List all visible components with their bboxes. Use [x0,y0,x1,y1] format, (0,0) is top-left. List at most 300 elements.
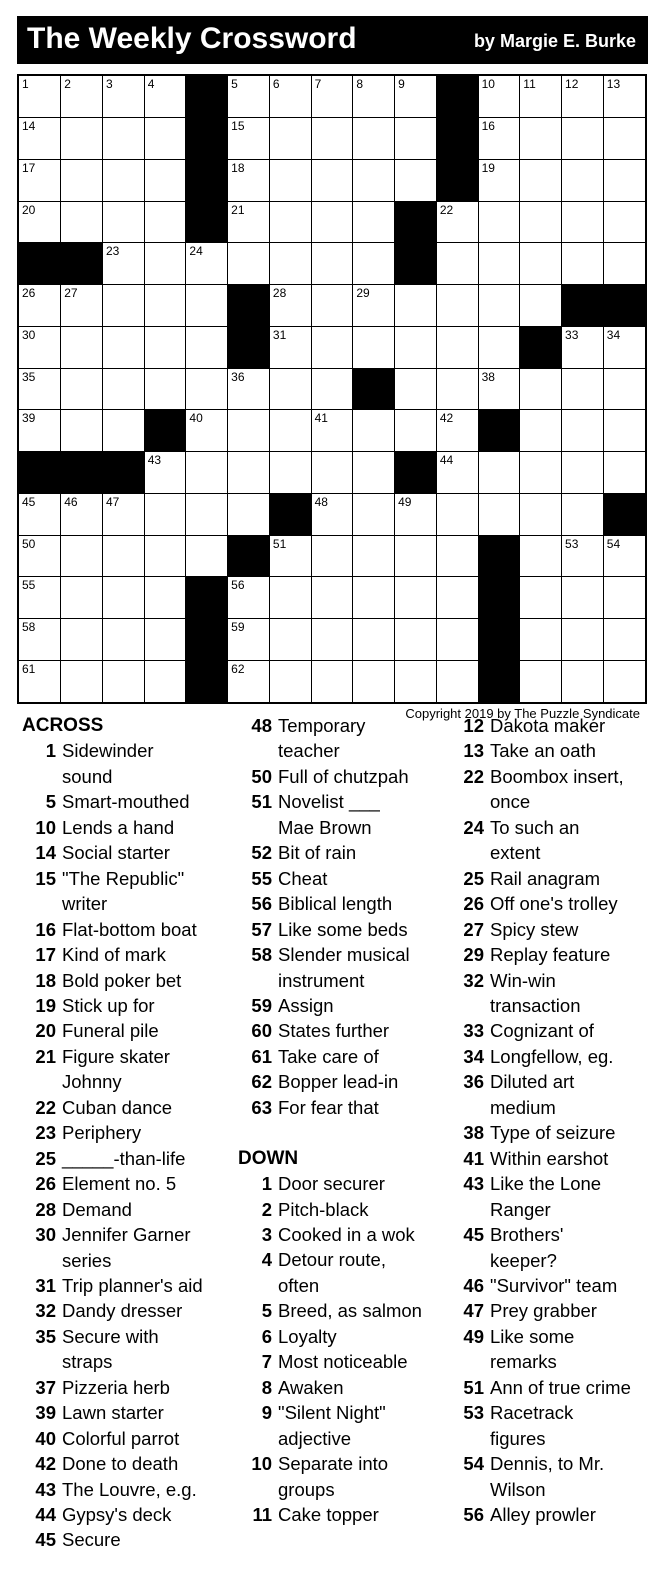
grid-cell[interactable] [604,577,645,618]
cell-number: 6 [272,77,280,91]
grid-cell[interactable] [103,160,144,201]
grid-cell[interactable] [520,285,561,326]
grid-cell[interactable] [604,452,645,493]
clue-number: 36 [463,1071,484,1093]
grid-cell[interactable] [270,327,311,368]
clue-number: 40 [35,1427,56,1449]
grid-cell[interactable] [353,619,394,660]
grid-cell[interactable] [186,243,227,284]
cell-number: 27 [64,286,78,301]
clue-item [238,1400,438,1451]
grid-cell[interactable] [103,410,144,451]
grid-cell[interactable] [145,619,186,660]
clue-text: Social starter [62,842,170,864]
grid-cell[interactable] [312,243,353,284]
cell-number: 22 [439,202,454,217]
grid-cell[interactable] [19,577,60,618]
grid-cell[interactable] [395,327,436,368]
grid-cell[interactable] [103,577,144,618]
cell-number: 30 [22,327,36,342]
black-square [61,452,102,493]
grid-cell[interactable] [395,410,436,451]
grid-cell[interactable] [312,577,353,618]
clue-text: Full of chutzpah [278,765,409,787]
grid-cell[interactable] [228,452,269,493]
clue-text: Johnny [62,1071,122,1093]
clue-number: 10 [251,1453,272,1475]
clue-number: 34 [463,1045,484,1067]
grid-cell[interactable] [353,243,394,284]
grid-cell[interactable] [437,285,478,326]
grid-cell[interactable] [604,410,645,451]
grid-cell[interactable] [562,536,603,577]
grid-cell[interactable] [395,661,436,702]
cell-number: 17 [22,160,36,175]
grid-cell[interactable] [562,661,603,702]
cell-number: 7 [314,77,322,91]
grid-cell[interactable] [228,619,269,660]
clue-item [238,1502,438,1527]
clue-item [22,840,222,865]
grid-cell[interactable] [604,619,645,660]
grid-cell[interactable] [353,327,394,368]
grid-cell[interactable] [479,327,520,368]
grid-cell[interactable] [103,118,144,159]
clue-item [238,713,438,764]
grid-cell[interactable] [186,285,227,326]
grid-cell[interactable] [604,369,645,410]
grid-cell[interactable] [520,619,561,660]
clue-item [450,1502,662,1527]
grid-cell[interactable] [312,410,353,451]
grid-cell[interactable] [19,118,60,159]
grid-cell[interactable] [228,160,269,201]
grid-cell[interactable] [145,577,186,618]
grid-cell[interactable] [562,76,603,117]
clue-number: 33 [463,1020,484,1042]
black-square [228,327,269,368]
grid-cell[interactable] [228,577,269,618]
grid-cell[interactable] [61,76,102,117]
grid-cell[interactable] [103,327,144,368]
grid-cell[interactable] [353,202,394,243]
grid-cell[interactable] [520,202,561,243]
cell-number: 14 [22,119,36,134]
grid-cell[interactable] [562,243,603,284]
clue-text: Dandy dresser [62,1300,183,1322]
grid-cell[interactable] [395,619,436,660]
grid-cell[interactable] [270,160,311,201]
black-square [19,452,60,493]
clue-number: 32 [463,969,484,991]
clue-text: Bopper lead-in [278,1071,399,1093]
grid-cell[interactable] [353,160,394,201]
grid-cell[interactable] [437,577,478,618]
grid-cell[interactable] [437,661,478,702]
grid-cell[interactable] [228,494,269,535]
grid-cell[interactable] [604,76,645,117]
cell-number: 16 [481,119,495,134]
grid-cell[interactable] [270,243,311,284]
clue-item [450,1146,662,1171]
grid-cell[interactable] [19,661,60,702]
grid-cell[interactable] [19,619,60,660]
grid-cell[interactable] [479,160,520,201]
cell-number: 62 [231,661,245,676]
grid-cell[interactable] [520,536,561,577]
clue-text: often [278,1274,320,1296]
grid-cell[interactable] [395,494,436,535]
grid-cell[interactable] [228,76,269,117]
black-square [186,661,227,702]
grid-cell[interactable] [145,118,186,159]
clue-number: 61 [251,1045,272,1067]
grid-cell[interactable] [437,452,478,493]
grid-cell[interactable] [186,452,227,493]
grid-cell[interactable] [61,327,102,368]
grid-cell[interactable] [270,661,311,702]
grid-cell[interactable] [19,369,60,410]
clue-text: transaction [490,994,581,1016]
black-square [604,285,645,326]
grid-cell[interactable] [395,577,436,618]
grid-cell[interactable] [353,118,394,159]
grid-cell[interactable] [186,536,227,577]
grid-cell[interactable] [520,76,561,117]
grid-cell[interactable] [353,452,394,493]
clue-text: Off one's trolley [490,893,618,915]
clue-text: Loyalty [278,1325,337,1347]
grid-cell[interactable] [395,76,436,117]
grid-cell[interactable] [312,369,353,410]
black-square [479,619,520,660]
grid-cell[interactable] [145,452,186,493]
grid-cell[interactable] [479,76,520,117]
cell-number: 46 [64,494,78,509]
grid-cell[interactable] [604,327,645,368]
grid-cell[interactable] [520,243,561,284]
clue-text: Biblical length [278,893,393,915]
grid-cell[interactable] [19,285,60,326]
grid-cell[interactable] [61,410,102,451]
clue-item [450,1018,662,1043]
clue-number: 14 [35,842,56,864]
clue-item [22,738,222,789]
grid-cell[interactable] [61,577,102,618]
grid-cell[interactable] [437,619,478,660]
clue-text: Ranger [490,1198,551,1220]
clue-text: "The Republic" [62,867,185,889]
grid-cell[interactable] [520,661,561,702]
cell-number: 36 [231,369,245,384]
clue-item [450,1324,662,1375]
grid-cell[interactable] [437,243,478,284]
grid-cell[interactable] [604,243,645,284]
grid-cell[interactable] [19,202,60,243]
clue-number: 49 [463,1325,484,1347]
grid-cell[interactable] [19,410,60,451]
grid-cell[interactable] [353,661,394,702]
grid-cell[interactable] [604,160,645,201]
clue-number: 50 [251,765,272,787]
grid-cell[interactable] [145,76,186,117]
grid-cell[interactable] [186,327,227,368]
grid-cell[interactable] [562,494,603,535]
grid-cell[interactable] [312,494,353,535]
grid-cell[interactable] [562,369,603,410]
grid-cell[interactable] [395,536,436,577]
clue-number: 26 [35,1173,56,1195]
grid-cell[interactable] [270,76,311,117]
cell-number: 12 [565,77,579,91]
grid-cell[interactable] [103,285,144,326]
grid-cell[interactable] [61,160,102,201]
grid-cell[interactable] [562,619,603,660]
clue-item [22,1095,222,1120]
cell-number: 15 [231,119,245,134]
grid-cell[interactable] [520,160,561,201]
grid-cell[interactable] [312,160,353,201]
clue-text: Done to death [62,1453,179,1475]
grid-cell[interactable] [353,577,394,618]
cell-number: 33 [565,327,579,342]
grid-cell[interactable] [103,536,144,577]
clue-text: Smart-mouthed [62,791,190,813]
grid-cell[interactable] [353,285,394,326]
clue-text: Periphery [62,1122,142,1144]
clue-item [22,1171,222,1196]
grid-cell[interactable] [103,661,144,702]
grid-cell[interactable] [604,202,645,243]
grid-cell[interactable] [312,76,353,117]
grid-cell[interactable] [437,410,478,451]
grid-cell[interactable] [312,536,353,577]
grid-cell[interactable] [103,494,144,535]
cell-number: 3 [105,77,113,91]
clue-number: 19 [35,994,56,1016]
clue-text: teacher [278,740,340,762]
clue-item [22,1222,222,1273]
grid-cell[interactable] [19,536,60,577]
grid-cell[interactable] [103,243,144,284]
grid-cell[interactable] [270,369,311,410]
grid-cell[interactable] [312,661,353,702]
clue-text: Lawn starter [62,1402,164,1424]
grid-cell[interactable] [604,661,645,702]
clue-item [22,1400,222,1425]
black-square [353,369,394,410]
grid-cell[interactable] [437,494,478,535]
grid-cell[interactable] [562,577,603,618]
clue-item [450,1222,662,1273]
grid-cell[interactable] [270,619,311,660]
grid-cell[interactable] [520,452,561,493]
grid-cell[interactable] [562,160,603,201]
clue-item [22,1426,222,1451]
grid-cell[interactable] [270,202,311,243]
grid-cell[interactable] [228,410,269,451]
grid-cell[interactable] [312,452,353,493]
grid-cell[interactable] [103,202,144,243]
grid-cell[interactable] [479,285,520,326]
grid-cell[interactable] [186,369,227,410]
grid-cell[interactable] [562,410,603,451]
black-square [437,118,478,159]
cell-number: 24 [189,244,203,259]
grid-cell[interactable] [312,327,353,368]
clue-item [22,993,222,1018]
clue-number: 30 [35,1224,56,1246]
clue-number: 48 [251,715,272,736]
grid-cell[interactable] [353,494,394,535]
grid-cell[interactable] [103,76,144,117]
grid-cell[interactable] [270,452,311,493]
clue-number: 15 [35,867,56,889]
grid-cell[interactable] [520,118,561,159]
clue-item [450,1451,662,1502]
grid-cell[interactable] [479,243,520,284]
grid-cell[interactable] [312,285,353,326]
grid-cell[interactable] [145,536,186,577]
grid-cell[interactable] [312,619,353,660]
grid-cell[interactable] [437,202,478,243]
grid-cell[interactable] [562,327,603,368]
grid-cell[interactable] [270,536,311,577]
grid-cell[interactable] [270,410,311,451]
grid-cell[interactable] [61,619,102,660]
cell-number: 1 [22,77,29,91]
grid-cell[interactable] [479,202,520,243]
grid-cell[interactable] [312,118,353,159]
grid-cell[interactable] [186,410,227,451]
grid-cell[interactable] [228,118,269,159]
clue-text: Breed, as salmon [278,1300,422,1322]
grid-cell[interactable] [19,76,60,117]
grid-cell[interactable] [145,369,186,410]
grid-cell[interactable] [479,494,520,535]
grid-cell[interactable] [395,118,436,159]
grid-cell[interactable] [520,410,561,451]
grid-cell[interactable] [19,327,60,368]
clue-text: remarks [490,1351,557,1373]
grid-cell[interactable] [61,494,102,535]
grid-cell[interactable] [228,243,269,284]
cell-number: 11 [523,77,536,91]
grid-cell[interactable] [395,285,436,326]
cell-number: 51 [272,536,287,551]
grid-cell[interactable] [604,536,645,577]
cell-number: 8 [356,77,364,91]
clue-item [238,1095,438,1120]
black-square [520,327,561,368]
grid-cell[interactable] [479,118,520,159]
grid-cell[interactable] [19,494,60,535]
header-bar [17,16,648,64]
black-square [604,494,645,535]
author-byline: by Margie E. Burke [473,31,636,51]
grid-cell[interactable] [228,202,269,243]
grid-cell[interactable] [479,452,520,493]
grid-cell[interactable] [145,160,186,201]
grid-cell[interactable] [145,327,186,368]
grid-cell[interactable] [562,452,603,493]
grid-cell[interactable] [61,285,102,326]
grid-cell[interactable] [395,369,436,410]
grid-cell[interactable] [437,327,478,368]
clue-item [22,1298,222,1323]
grid-cell[interactable] [145,285,186,326]
grid-cell[interactable] [437,536,478,577]
grid-cell[interactable] [437,369,478,410]
grid-cell[interactable] [103,369,144,410]
grid-cell[interactable] [186,494,227,535]
grid-cell[interactable] [353,536,394,577]
grid-cell[interactable] [270,577,311,618]
grid-cell[interactable] [61,536,102,577]
black-square [228,536,269,577]
grid-cell[interactable] [479,369,520,410]
clue-text: Pitch-black [278,1198,369,1220]
grid-cell[interactable] [19,160,60,201]
grid-cell[interactable] [520,494,561,535]
clue-text: adjective [278,1427,352,1449]
clue-number: 17 [35,944,56,966]
grid-cell[interactable] [145,494,186,535]
grid-cell[interactable] [604,118,645,159]
clue-number: 26 [463,893,484,915]
clue-text: Colorful parrot [62,1427,180,1449]
clue-number: 31 [35,1274,56,1296]
grid-cell[interactable] [145,202,186,243]
grid-cell[interactable] [61,661,102,702]
cell-number: 9 [398,77,405,91]
grid-cell[interactable] [61,118,102,159]
grid-cell[interactable] [61,369,102,410]
grid-cell[interactable] [520,369,561,410]
clue-number: 51 [463,1376,484,1398]
clue-item [450,917,662,942]
clue-text: Gypsy's deck [62,1504,172,1526]
clue-text: Sidewinder [62,740,154,762]
grid-cell[interactable] [395,160,436,201]
grid-cell[interactable] [103,619,144,660]
grid-cell[interactable] [353,76,394,117]
clue-number: 22 [35,1096,56,1118]
grid-cell[interactable] [228,661,269,702]
grid-cell[interactable] [61,202,102,243]
clue-number: 24 [463,816,484,838]
black-square [186,160,227,201]
grid-cell[interactable] [145,661,186,702]
clue-text: writer [62,893,108,915]
grid-cell[interactable] [562,202,603,243]
grid-cell[interactable] [228,369,269,410]
clue-text: Jennifer Garner [62,1224,191,1246]
grid-cell[interactable] [520,577,561,618]
grid-cell[interactable] [145,243,186,284]
grid-cell[interactable] [353,410,394,451]
grid-cell[interactable] [270,285,311,326]
grid-cell[interactable] [562,118,603,159]
cell-number: 47 [105,494,120,509]
grid-cell[interactable] [270,118,311,159]
cell-number: 23 [105,244,120,259]
clue-item [238,1044,438,1069]
clue-text: Wilson [490,1478,546,1500]
clue-text: Win-win [490,969,556,991]
clue-number: 1 [261,1173,272,1195]
grid-cell[interactable] [312,202,353,243]
